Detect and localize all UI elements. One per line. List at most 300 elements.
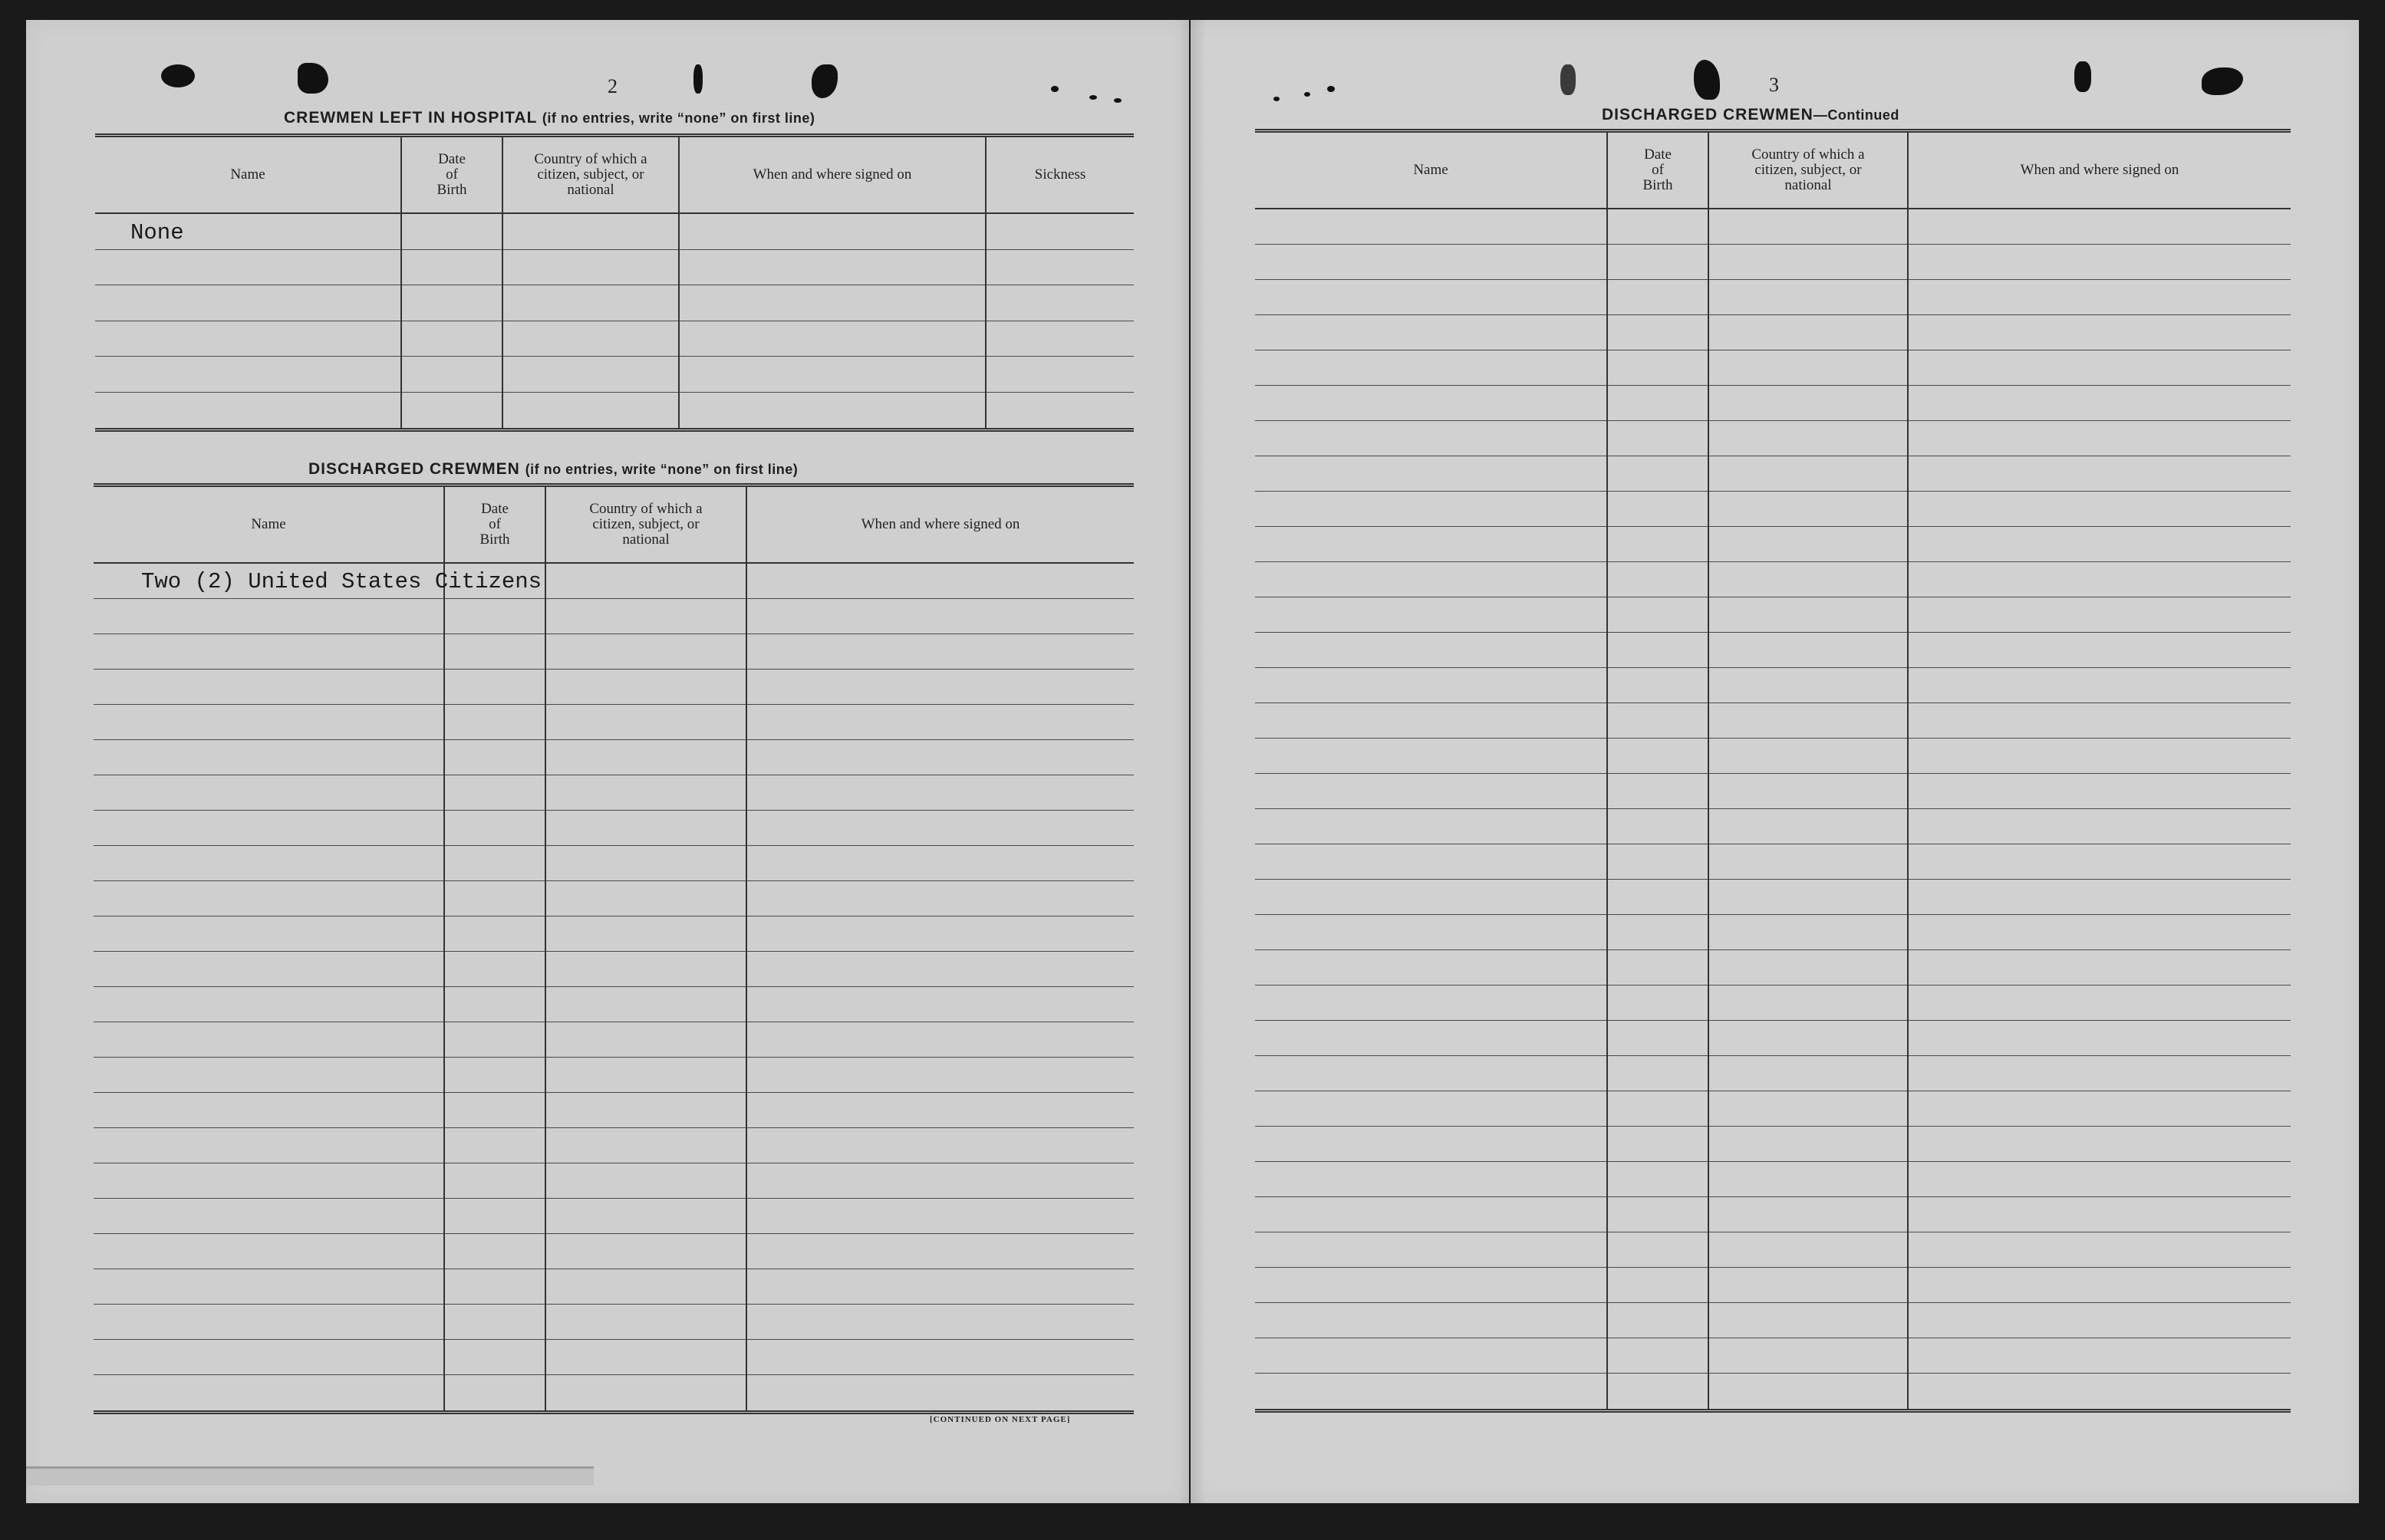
discharged-section-heading: DISCHARGED CREWMEN (308, 460, 520, 478)
table-cell (445, 670, 546, 705)
table-cell (546, 987, 747, 1022)
table-cell (1255, 703, 1608, 739)
table-cell (1709, 456, 1909, 492)
table-cell (1709, 1374, 1909, 1409)
table-cell (747, 775, 1134, 811)
discharged-table-right-body (1255, 209, 2291, 1409)
table-cell (987, 285, 1134, 321)
table-cell (747, 881, 1134, 916)
table-cell (94, 1340, 445, 1375)
table-cell (402, 393, 503, 429)
typed-entry: None (130, 219, 184, 245)
table-cell (1909, 597, 2291, 633)
table-cell (94, 740, 445, 775)
table-row (94, 1340, 1134, 1375)
table-cell (1909, 386, 2291, 421)
table-cell (987, 393, 1134, 429)
table-row (95, 393, 1134, 429)
table-cell (1909, 774, 2291, 809)
binder-hole-blot (1114, 98, 1122, 103)
table-cell (1608, 1127, 1709, 1162)
hospital-section-heading: CREWMEN LEFT IN HOSPITAL (284, 109, 538, 127)
table-cell (94, 1128, 445, 1163)
table-cell (503, 393, 680, 429)
table-row (1255, 1162, 2291, 1197)
table-row (1255, 1303, 2291, 1338)
table-cell (1255, 1374, 1608, 1409)
table-cell (1709, 1127, 1909, 1162)
table-cell (1255, 1127, 1608, 1162)
table-cell (747, 1234, 1134, 1269)
table-cell (1255, 633, 1608, 668)
table-row (1255, 1127, 2291, 1162)
table-cell (1709, 350, 1909, 386)
table-cell (546, 1022, 747, 1058)
table-cell (445, 1234, 546, 1269)
table-cell (546, 952, 747, 987)
table-cell (1608, 774, 1709, 809)
table-row (1255, 1338, 2291, 1374)
table-cell (1709, 492, 1909, 527)
table-cell (1709, 527, 1909, 562)
table-row (1255, 209, 2291, 245)
table-cell (1255, 986, 1608, 1021)
table-cell (747, 952, 1134, 987)
table-row (1255, 1021, 2291, 1056)
table-cell (445, 1305, 546, 1340)
table-cell (94, 881, 445, 916)
table-cell (987, 357, 1134, 393)
table-cell (1608, 386, 1709, 421)
table-cell (445, 1199, 546, 1234)
table-cell (747, 1093, 1134, 1128)
table-cell (680, 321, 987, 357)
table-cell (1608, 350, 1709, 386)
continued-note: [CONTINUED ON NEXT PAGE] (930, 1415, 1071, 1424)
table-cell (1608, 562, 1709, 597)
table-row (94, 916, 1134, 952)
table-cell (546, 1093, 747, 1128)
table-cell (1608, 1021, 1709, 1056)
discharged-table-left-body (94, 564, 1134, 1410)
table-cell (546, 564, 747, 599)
table-cell (1909, 986, 2291, 1021)
table-row (1255, 774, 2291, 809)
table-row (94, 1199, 1134, 1234)
table-row (94, 670, 1134, 705)
table-row (1255, 915, 2291, 950)
binder-hole-blot (1560, 64, 1576, 95)
table-cell (1608, 527, 1709, 562)
table-cell (94, 775, 445, 811)
table-row (1255, 986, 2291, 1021)
table-row (94, 811, 1134, 846)
column-header-country: Country of which a citizen, subject, or national (546, 487, 747, 562)
table-cell (1909, 809, 2291, 844)
table-cell (94, 564, 542, 599)
table-cell (503, 357, 680, 393)
table-cell (95, 357, 402, 393)
table-cell (747, 599, 1134, 634)
table-cell (1709, 844, 1909, 880)
table-cell (747, 705, 1134, 740)
table-cell (680, 357, 987, 393)
table-row (1255, 492, 2291, 527)
table-cell (95, 393, 402, 429)
table-row (1255, 1197, 2291, 1232)
table-cell (95, 321, 402, 357)
page-number: 2 (608, 75, 618, 97)
table-cell (546, 916, 747, 952)
table-row (1255, 280, 2291, 315)
table-cell (747, 1058, 1134, 1093)
table-cell (402, 357, 503, 393)
table-cell (747, 564, 1134, 599)
table-cell (747, 1022, 1134, 1058)
table-cell (445, 846, 546, 881)
table-cell (747, 1305, 1134, 1340)
column-header-date-of-birth: Date of Birth (1608, 133, 1709, 208)
table-cell (445, 916, 546, 952)
table-cell (1909, 1056, 2291, 1091)
table-row (1255, 950, 2291, 986)
table-cell (1909, 1303, 2291, 1338)
table-cell (1709, 597, 1909, 633)
column-header-sickness: Sickness (1034, 166, 1086, 183)
table-cell (1608, 880, 1709, 915)
table-cell (1709, 809, 1909, 844)
table-cell (1255, 950, 1608, 986)
table-cell (94, 987, 445, 1022)
table-cell (445, 1128, 546, 1163)
table-cell (1909, 844, 2291, 880)
page-number: 3 (1769, 74, 1779, 96)
table-cell (1608, 280, 1709, 315)
table-cell (1709, 245, 1909, 280)
binder-hole-blot (298, 63, 328, 94)
table-cell (1608, 209, 1709, 245)
column-header-signed-on: When and where signed on (2020, 162, 2179, 178)
table-cell (445, 599, 546, 634)
table-row (1255, 1056, 2291, 1091)
table-cell (1255, 1162, 1608, 1197)
table-cell (1709, 1338, 1909, 1374)
table-cell (94, 1375, 445, 1410)
table-cell (95, 250, 402, 286)
table-cell (503, 321, 680, 357)
table-cell (94, 846, 445, 881)
table-cell (987, 321, 1134, 357)
binder-hole-blot (693, 64, 703, 94)
table-cell (1909, 527, 2291, 562)
binder-hole-blot (2074, 61, 2091, 92)
binder-hole-blot (1273, 97, 1280, 101)
table-row (95, 250, 1134, 286)
table-cell (1255, 1091, 1608, 1127)
table-row (1255, 1091, 2291, 1127)
table-cell (1255, 1268, 1608, 1303)
table-cell (94, 1234, 445, 1269)
table-cell (546, 811, 747, 846)
table-cell (680, 214, 987, 250)
table-row (1255, 703, 2291, 739)
table-cell (1709, 315, 1909, 350)
table-cell (1709, 1303, 1909, 1338)
table-cell (1709, 1268, 1909, 1303)
table-cell (95, 214, 402, 250)
table-cell (546, 1340, 747, 1375)
table-header-row (95, 137, 1134, 214)
discharged-section-note: (if no entries, write “none” on first line) (525, 462, 799, 477)
table-cell (445, 1269, 546, 1305)
table-cell (1909, 492, 2291, 527)
table-cell (94, 1093, 445, 1128)
table-row (94, 599, 1134, 634)
table-cell (1709, 1197, 1909, 1232)
table-cell (1255, 739, 1608, 774)
hospital-section-title (284, 109, 815, 127)
table-cell (546, 846, 747, 881)
table-cell (1709, 562, 1909, 597)
table-cell (1255, 245, 1608, 280)
table-cell (1608, 1197, 1709, 1232)
table-row (1255, 315, 2291, 350)
table-row (94, 775, 1134, 811)
table-row (94, 1375, 1134, 1410)
table-cell (1255, 421, 1608, 456)
table-cell (747, 740, 1134, 775)
column-header-name: Name (94, 487, 445, 562)
table-cell (1255, 844, 1608, 880)
table-row (94, 1093, 1134, 1128)
table-cell (1909, 668, 2291, 703)
table-row (1255, 421, 2291, 456)
table-cell (1909, 350, 2291, 386)
table-row (1255, 456, 2291, 492)
table-cell (747, 811, 1134, 846)
table-cell (1608, 633, 1709, 668)
table-cell (1709, 703, 1909, 739)
table-cell (1255, 280, 1608, 315)
table-row (1255, 809, 2291, 844)
table-cell (1909, 209, 2291, 245)
table-cell (1608, 844, 1709, 880)
table-cell (546, 599, 747, 634)
table-cell (445, 881, 546, 916)
table-cell (1255, 1021, 1608, 1056)
table-row (1255, 1232, 2291, 1268)
table-cell (1709, 1021, 1909, 1056)
table-cell (445, 634, 546, 670)
table-cell (1608, 809, 1709, 844)
table-row (94, 952, 1134, 987)
table-cell (1255, 668, 1608, 703)
column-header-date-of-birth: Date of Birth (445, 487, 546, 562)
table-cell (1608, 1091, 1709, 1127)
column-header-name: Name (1255, 133, 1608, 208)
table-cell (747, 916, 1134, 952)
table-cell (445, 705, 546, 740)
table-row (94, 1163, 1134, 1199)
table-cell (1255, 1338, 1608, 1374)
column-header-name: Name (95, 137, 402, 212)
table-cell (1709, 880, 1909, 915)
table-cell (546, 705, 747, 740)
table-cell (1909, 421, 2291, 456)
table-row (1255, 1374, 2291, 1409)
table-cell (94, 1022, 445, 1058)
table-cell (94, 670, 445, 705)
table-cell (1909, 245, 2291, 280)
table-cell (1909, 1091, 2291, 1127)
table-cell (402, 214, 503, 250)
table-cell (1909, 456, 2291, 492)
table-cell (546, 670, 747, 705)
table-row (94, 881, 1134, 916)
table-cell (1909, 1197, 2291, 1232)
table-cell (747, 846, 1134, 881)
table-row (94, 1058, 1134, 1093)
table-cell (546, 740, 747, 775)
table-cell (95, 285, 402, 321)
table-cell (747, 1375, 1134, 1410)
table-row (94, 987, 1134, 1022)
table-cell (747, 634, 1134, 670)
table-cell (503, 285, 680, 321)
hospital-table (95, 133, 1134, 432)
table-row (95, 285, 1134, 321)
table-cell (1255, 386, 1608, 421)
table-cell (1255, 880, 1608, 915)
table-cell (747, 1128, 1134, 1163)
table-cell (1709, 668, 1909, 703)
column-header-signed-on: When and where signed on (680, 137, 987, 212)
table-cell (1255, 1232, 1608, 1268)
table-row (95, 357, 1134, 393)
table-cell (680, 393, 987, 429)
table-cell (94, 599, 445, 634)
table-cell (1255, 350, 1608, 386)
table-cell (1608, 1303, 1709, 1338)
table-cell (1909, 1232, 2291, 1268)
table-row (94, 564, 1134, 599)
table-row (1255, 527, 2291, 562)
table-cell (546, 1058, 747, 1093)
table-cell (1709, 774, 1909, 809)
table-cell (1909, 1021, 2291, 1056)
column-header-signed-on: When and where signed on (861, 516, 1020, 532)
table-cell (94, 811, 445, 846)
table-cell (546, 1199, 747, 1234)
table-cell (1608, 668, 1709, 703)
column-header-country: Country of which a citizen, subject, or national (503, 137, 680, 212)
table-cell (1608, 1162, 1709, 1197)
discharged-continued-suffix: —Continued (1813, 107, 1899, 123)
table-cell (747, 670, 1134, 705)
table-row (1255, 1268, 2291, 1303)
table-cell (1909, 915, 2291, 950)
table-cell (1608, 245, 1709, 280)
table-cell (1255, 209, 1608, 245)
table-cell (94, 1305, 445, 1340)
table-cell (1608, 1232, 1709, 1268)
table-cell (1608, 1268, 1709, 1303)
table-cell (546, 1375, 747, 1410)
table-cell (445, 1375, 546, 1410)
table-row (94, 740, 1134, 775)
table-row (1255, 739, 2291, 774)
binder-hole-blot (1051, 86, 1059, 92)
table-cell (445, 987, 546, 1022)
table-cell (546, 634, 747, 670)
table-cell (445, 1058, 546, 1093)
column-header-country: Country of which a citizen, subject, or national (1709, 133, 1909, 208)
table-cell (1255, 527, 1608, 562)
hospital-section-note: (if no entries, write “none” on first line) (542, 110, 815, 126)
discharged-section-title (308, 460, 798, 479)
table-cell (1909, 703, 2291, 739)
table-cell (503, 250, 680, 286)
table-row (1255, 880, 2291, 915)
discharged-continued-title (1602, 106, 1899, 124)
table-cell (1255, 809, 1608, 844)
table-cell (1909, 562, 2291, 597)
table-cell (1709, 915, 1909, 950)
table-cell (1608, 1338, 1709, 1374)
table-row (95, 321, 1134, 357)
table-cell (747, 1163, 1134, 1199)
table-cell (445, 1093, 546, 1128)
table-cell (1255, 492, 1608, 527)
table-cell (402, 285, 503, 321)
table-cell (445, 1340, 546, 1375)
binder-hole-blot (161, 64, 195, 87)
table-cell (1255, 562, 1608, 597)
table-cell (987, 214, 1134, 250)
table-cell (1709, 209, 1909, 245)
table-cell (747, 987, 1134, 1022)
table-cell (1709, 1091, 1909, 1127)
table-row (94, 846, 1134, 881)
table-cell (546, 1305, 747, 1340)
table-cell (445, 952, 546, 987)
table-cell (1709, 633, 1909, 668)
table-cell (546, 1163, 747, 1199)
table-cell (1255, 774, 1608, 809)
table-cell (445, 775, 546, 811)
table-cell (1709, 421, 1909, 456)
table-cell (1255, 1197, 1608, 1232)
table-cell (747, 1340, 1134, 1375)
table-cell (1608, 1056, 1709, 1091)
column-header-date-of-birth: Date of Birth (402, 137, 503, 212)
table-cell (402, 250, 503, 286)
table-cell (680, 250, 987, 286)
discharged-continued-heading: DISCHARGED CREWMEN (1602, 106, 1813, 123)
table-row (94, 705, 1134, 740)
table-row (95, 214, 1134, 250)
table-row (1255, 668, 2291, 703)
table-cell (747, 1199, 1134, 1234)
table-row (1255, 562, 2291, 597)
table-row (94, 634, 1134, 670)
table-cell (1255, 915, 1608, 950)
table-cell (1909, 1127, 2291, 1162)
table-row (1255, 844, 2291, 880)
table-cell (445, 1163, 546, 1199)
table-cell (1709, 1162, 1909, 1197)
table-cell (1909, 315, 2291, 350)
